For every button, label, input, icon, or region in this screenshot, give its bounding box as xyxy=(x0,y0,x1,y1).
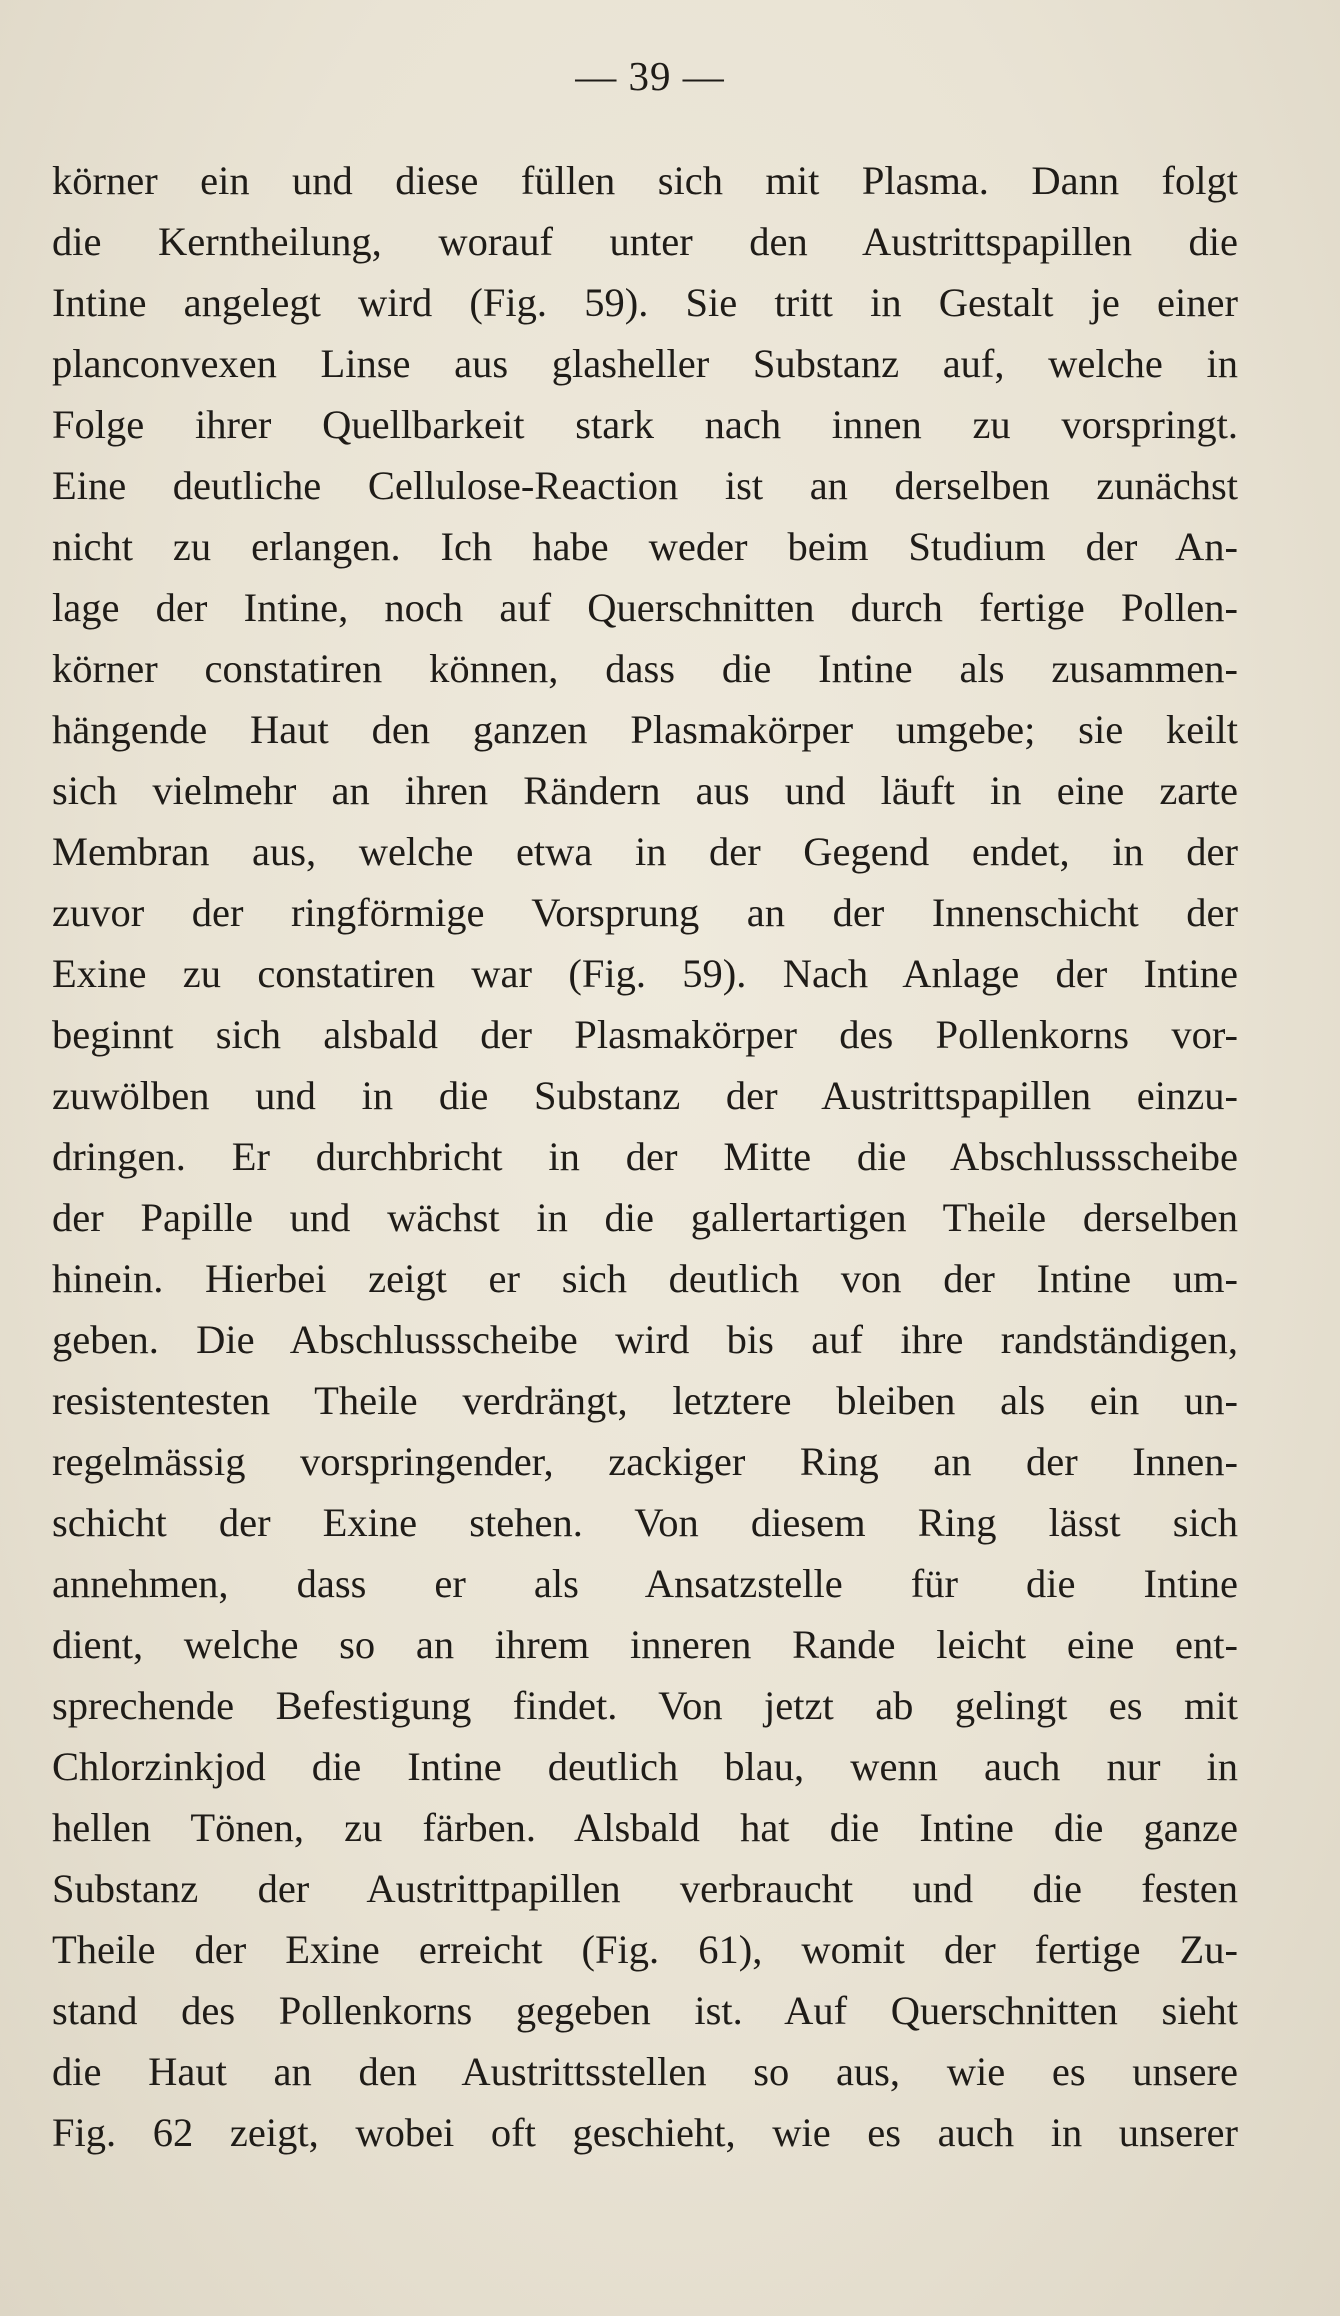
text-line: dient, welche so an ihrem inneren Rande leicht eine ent- xyxy=(52,1622,1238,1667)
text-line: annehmen, dass er als Ansatzstelle für die Intine xyxy=(52,1561,1238,1606)
text-line: der Papille und wächst in die gallertartigen Theile derselben xyxy=(52,1195,1238,1240)
text-line: Eine deutliche Cellulose-Reaction ist an derselben zunächst xyxy=(52,463,1238,508)
text-line: Exine zu constatiren war (Fig. 59). Nach Anlage der Intine xyxy=(52,951,1238,996)
text-line: Folge ihrer Quellbarkeit stark nach innen zu vorspringt. xyxy=(52,402,1238,447)
text-line: zuwölben und in die Substanz der Austrittspapillen einzu- xyxy=(52,1073,1238,1118)
text-line: hängende Haut den ganzen Plasmakörper umgebe; sie keilt xyxy=(52,707,1238,752)
text-line: hellen Tönen, zu färben. Alsbald hat die Intine die ganze xyxy=(52,1805,1238,1850)
text-line: regelmässig vorspringender, zackiger Ring an der Innen- xyxy=(52,1439,1238,1484)
body-text xyxy=(52,150,1238,2163)
text-line: Intine angelegt wird (Fig. 59). Sie tritt in Gestalt je einer xyxy=(52,280,1238,325)
text-line: lage der Intine, noch auf Querschnitten durch fertige Pollen- xyxy=(52,585,1238,630)
text-line: sprechende Befestigung findet. Von jetzt ab gelingt es mit xyxy=(52,1683,1238,1728)
text-line: Theile der Exine erreicht (Fig. 61), womit der fertige Zu- xyxy=(52,1927,1238,1972)
text-line: Fig. 62 zeigt, wobei oft geschieht, wie es auch in unserer xyxy=(52,2110,1238,2155)
text-line: hinein. Hierbei zeigt er sich deutlich von der Intine um- xyxy=(52,1256,1238,1301)
text-line: resistentesten Theile verdrängt, letztere bleiben als ein un- xyxy=(52,1378,1238,1423)
text-line: die Haut an den Austrittsstellen so aus, wie es unsere xyxy=(52,2049,1238,2094)
text-line: schicht der Exine stehen. Von diesem Ring lässt sich xyxy=(52,1500,1238,1545)
text-line: dringen. Er durchbricht in der Mitte die Abschlussscheibe xyxy=(52,1134,1238,1179)
text-line: stand des Pollenkorns gegeben ist. Auf Querschnitten sieht xyxy=(52,1988,1238,2033)
text-line: die Kerntheilung, worauf unter den Austrittspapillen die xyxy=(52,219,1238,264)
text-line: Chlorzinkjod die Intine deutlich blau, wenn auch nur in xyxy=(52,1744,1238,1789)
text-line: planconvexen Linse aus glasheller Substanz auf, welche in xyxy=(52,341,1238,386)
text-line: körner constatiren können, dass die Intine als zusammen- xyxy=(52,646,1238,691)
page-number: — 39 — xyxy=(575,53,725,99)
text-line: sich vielmehr an ihren Rändern aus und läuft in eine zarte xyxy=(52,768,1238,813)
text-line: zuvor der ringförmige Vorsprung an der Innenschicht der xyxy=(52,890,1238,935)
text-line: Membran aus, welche etwa in der Gegend endet, in der xyxy=(52,829,1238,874)
text-line: nicht zu erlangen. Ich habe weder beim Studium der An- xyxy=(52,524,1238,569)
text-line: geben. Die Abschlussscheibe wird bis auf ihre randständigen, xyxy=(52,1317,1238,1362)
text-line: Substanz der Austrittpapillen verbraucht und die festen xyxy=(52,1866,1238,1911)
text-line: körner ein und diese füllen sich mit Plasma. Dann folgt xyxy=(52,158,1238,203)
text-line: beginnt sich alsbald der Plasmakörper des Pollenkorns vor- xyxy=(52,1012,1238,1057)
